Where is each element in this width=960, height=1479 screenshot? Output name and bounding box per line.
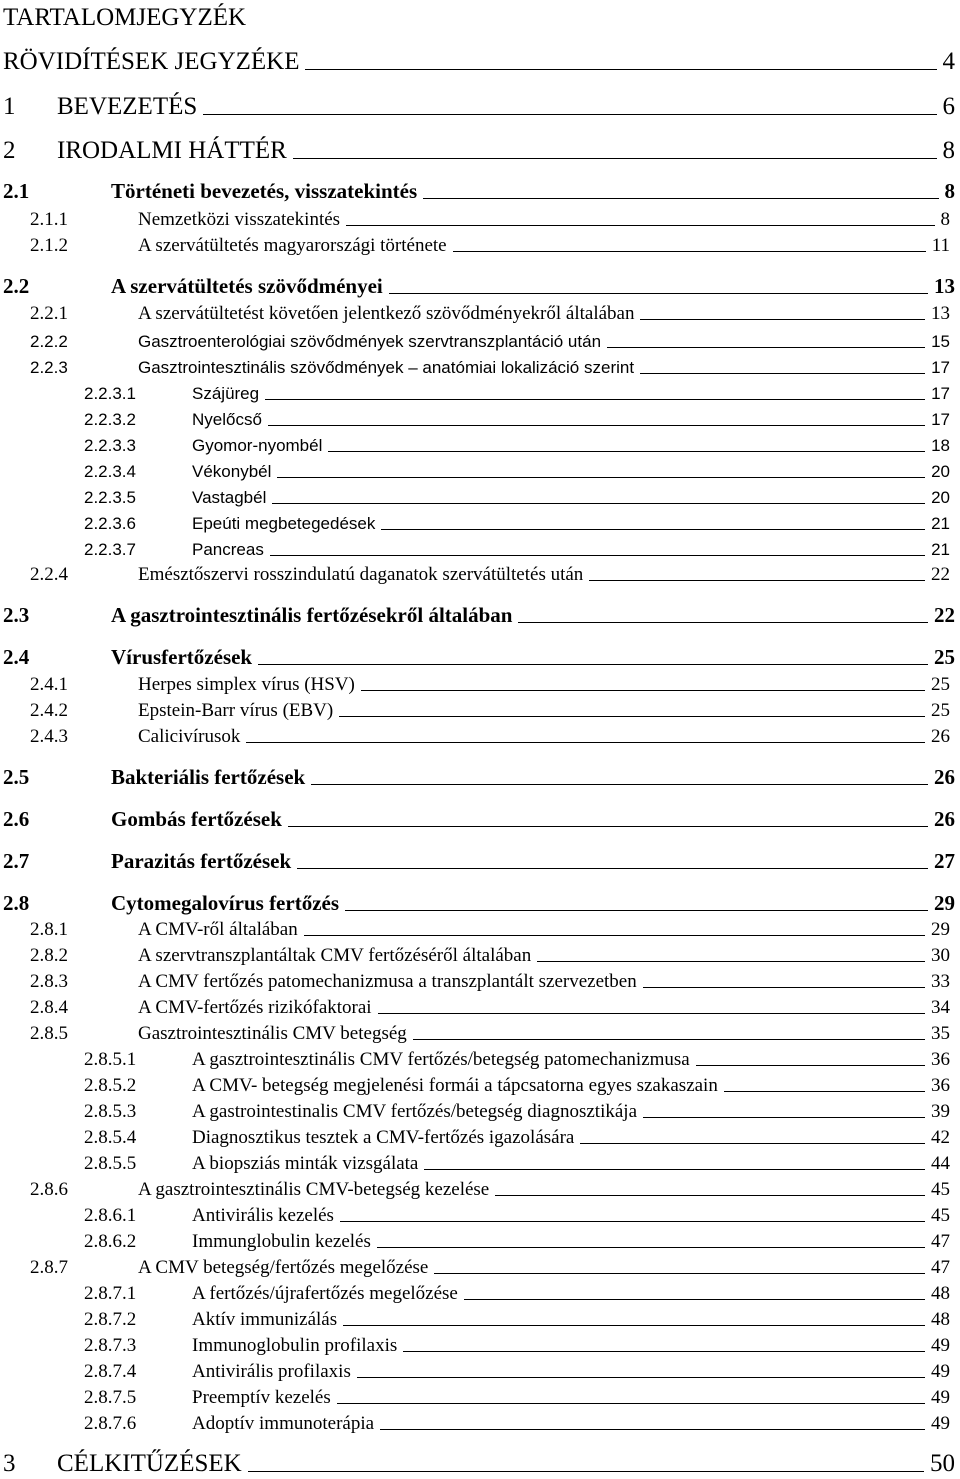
toc-entry-page-number: 26	[934, 765, 955, 789]
toc-leader-line	[643, 1117, 925, 1118]
toc-entry-page-number: 26	[931, 726, 950, 747]
toc-entry-page-number: 29	[934, 891, 955, 915]
toc-entry-number: 2.4.2	[30, 700, 68, 721]
toc-entry[interactable]	[84, 535, 950, 560]
toc-entry-number: 2.8.5	[30, 1023, 68, 1044]
toc-entry-number: 2.2.3	[30, 358, 68, 377]
toc-entry[interactable]	[30, 697, 950, 722]
toc-entry-page-number: 45	[931, 1205, 950, 1226]
toc-entry-title: Aktív immunizálás	[192, 1309, 338, 1330]
toc-entry-number: 2.2.3.4	[84, 462, 136, 481]
toc-entry-page-number: 49	[931, 1387, 950, 1408]
toc-entry-title: Emésztőszervi rosszindulatú daganatok szervátültetés után	[138, 564, 584, 585]
toc-entry-page-number: 47	[931, 1231, 950, 1252]
toc-entry-number: 2.8.7.1	[84, 1283, 137, 1304]
toc-entry-title: Bakteriális fertőzések	[111, 765, 306, 789]
toc-entry-page-number: 26	[934, 807, 955, 831]
toc-entry-page-number: 25	[934, 645, 955, 669]
toc-entry-title: Gasztroenterológiai szövődmények szervtranszplantáció után	[138, 332, 602, 351]
toc-entry[interactable]	[84, 1098, 950, 1123]
toc-entry[interactable]	[3, 1446, 955, 1478]
toc-entry[interactable]	[84, 1332, 950, 1357]
toc-entry-number: 2.2	[3, 274, 30, 298]
toc-entry-page-number: 22	[934, 603, 955, 627]
toc-entry[interactable]	[30, 232, 950, 257]
toc-entry[interactable]	[84, 431, 950, 456]
toc-entry-title: A gastrointestinalis CMV fertőzés/betegség diagnosztikája	[192, 1101, 637, 1122]
toc-entry[interactable]	[30, 942, 950, 967]
toc-leader-line	[640, 373, 925, 374]
toc-leader-line	[453, 251, 926, 252]
toc-leader-line	[389, 293, 928, 294]
toc-leader-line	[270, 555, 925, 556]
toc-entry-number: 2.8.7.5	[84, 1387, 137, 1408]
toc-leader-line	[434, 1273, 925, 1274]
toc-entry-page-number: 21	[931, 514, 950, 533]
toc-entry[interactable]	[30, 1020, 950, 1045]
toc-entry-number: 2.4	[3, 645, 30, 669]
toc-leader-line	[293, 158, 937, 159]
toc-entry-title: Nemzetközi visszatekintés	[138, 209, 341, 230]
toc-entry-page-number: 20	[931, 488, 950, 507]
toc-leader-line	[340, 1221, 925, 1222]
toc-entry-title: A CMV-fertőzés rizikófaktorai	[138, 997, 372, 1018]
toc-leader-line	[203, 114, 936, 115]
toc-leader-line	[696, 1065, 925, 1066]
toc-entry[interactable]	[3, 89, 955, 121]
toc-entry-title: Epeúti megbetegedések	[192, 514, 376, 533]
toc-leader-line	[423, 198, 938, 199]
toc-entry-title: Immunglobulin kezelés	[192, 1231, 371, 1252]
toc-entry[interactable]	[30, 206, 950, 231]
toc-entry-number: 2.7	[3, 849, 30, 873]
toc-entry-number: 2.8	[3, 891, 30, 915]
toc-leader-line	[377, 1247, 925, 1248]
toc-entry-page-number: 36	[931, 1075, 950, 1096]
toc-entry-title: A szervátültetés szövődményei	[111, 274, 383, 298]
toc-entry-page-number: 34	[931, 997, 950, 1018]
toc-entry[interactable]	[84, 379, 950, 404]
toc-entry-number: 2.4.3	[30, 726, 68, 747]
toc-leader-line	[413, 1039, 925, 1040]
toc-entry-number: 2.2.4	[30, 564, 68, 585]
toc-leader-line	[580, 1143, 925, 1144]
toc-entry[interactable]	[30, 327, 950, 352]
toc-leader-line	[311, 784, 928, 785]
toc-entry-page-number: 22	[931, 564, 950, 585]
toc-entry-page-number: 17	[931, 384, 950, 403]
toc-leader-line	[246, 742, 925, 743]
toc-entry-page-number: 45	[931, 1179, 950, 1200]
toc-entry-number: 2.1.1	[30, 209, 68, 230]
toc-entry-page-number: 36	[931, 1049, 950, 1070]
toc-entry-number: 2.1.2	[30, 235, 68, 256]
toc-entry-title: A szervtranszplantáltak CMV fertőzéséről általában	[138, 945, 532, 966]
toc-entry-title: CÉLKITŰZÉSEK	[57, 1450, 242, 1477]
toc-leader-line	[337, 1403, 925, 1404]
toc-entry-page-number: 8	[942, 137, 955, 164]
toc-entry-number: 2.8.5.4	[84, 1127, 137, 1148]
toc-entry-number: 2.8.5.3	[84, 1101, 137, 1122]
toc-leader-line	[248, 1471, 924, 1472]
toc-entry[interactable]	[84, 1202, 950, 1227]
toc-entry-number: 2.8.4	[30, 997, 68, 1018]
toc-entry[interactable]	[84, 1228, 950, 1253]
toc-entry-number: 2.8.3	[30, 971, 68, 992]
toc-entry-number: 2.2.3.3	[84, 436, 136, 455]
toc-entry-title: Adoptív immunoterápia	[192, 1413, 375, 1434]
toc-entry-title: IRODALMI HÁTTÉR	[57, 137, 287, 164]
toc-entry-page-number: 18	[931, 436, 950, 455]
toc-entry-title: Preemptív kezelés	[192, 1387, 331, 1408]
toc-entry-title: A CMV betegség/fertőzés megelőzése	[138, 1257, 429, 1278]
toc-entry-page-number: 20	[931, 462, 950, 481]
toc-entry-number: 2.8.6.2	[84, 1231, 137, 1252]
toc-entry[interactable]	[84, 1124, 950, 1149]
toc-entry-page-number: 13	[931, 303, 950, 324]
page-title: TARTALOMJEGYZÉK	[3, 4, 247, 31]
toc-entry-number: 2.2.2	[30, 332, 68, 351]
toc-entry-title: Gyomor-nyombél	[192, 436, 323, 455]
toc-leader-line	[403, 1351, 925, 1352]
toc-entry-title: Vékonybél	[192, 462, 272, 481]
toc-entry-page-number: 49	[931, 1335, 950, 1356]
toc-entry-number: 2.8.5.1	[84, 1049, 137, 1070]
toc-entry-page-number: 33	[931, 971, 950, 992]
toc-leader-line	[343, 1325, 925, 1326]
toc-entry[interactable]	[84, 509, 950, 534]
toc-entry[interactable]	[30, 994, 950, 1019]
toc-entry-title: A CMV fertőzés patomechanizmusa a transzplantált szervezetben	[138, 971, 637, 992]
toc-leader-line	[640, 319, 925, 320]
toc-entry[interactable]	[84, 457, 950, 482]
toc-leader-line	[381, 529, 925, 530]
toc-leader-line	[288, 826, 928, 827]
toc-leader-line	[277, 477, 925, 478]
toc-leader-line	[607, 347, 925, 348]
toc-entry[interactable]	[3, 177, 955, 204]
toc-entry-title: A gasztrointesztinális fertőzésekről általában	[111, 603, 513, 627]
toc-leader-line	[380, 1429, 925, 1430]
toc-entry-number: 2.8.7	[30, 1257, 68, 1278]
toc-entry[interactable]	[84, 1384, 950, 1409]
toc-entry-page-number: 48	[931, 1283, 950, 1304]
toc-entry-title: Gasztrointesztinális szövődmények – anatómiai lokalizáció szerint	[138, 358, 635, 377]
toc-entry-title: A CMV-ről általában	[138, 919, 298, 940]
toc-entry[interactable]	[84, 1072, 950, 1097]
toc-entry[interactable]	[30, 1254, 950, 1279]
toc-entry-title: A fertőzés/újrafertőzés megelőzése	[192, 1283, 458, 1304]
toc-entry-number: 2.3	[3, 603, 30, 627]
toc-entry[interactable]	[84, 483, 950, 508]
toc-entry-number: 2.2.3.6	[84, 514, 136, 533]
toc-entry-number: 2.8.5.5	[84, 1153, 137, 1174]
toc-leader-line	[346, 225, 934, 226]
toc-entry-number: 2.8.7.2	[84, 1309, 137, 1330]
toc-entry[interactable]	[30, 300, 950, 325]
toc-entry-title: A szervátültetést követően jelentkező szövődményekről általában	[138, 303, 635, 324]
toc-entry-page-number: 29	[931, 919, 950, 940]
toc-entry-page-number: 4	[942, 48, 955, 75]
toc-leader-line	[589, 580, 925, 581]
toc-entry-title: A biopsziás minták vizsgálata	[192, 1153, 419, 1174]
toc-entry[interactable]	[30, 1176, 950, 1201]
toc-entry-number: 2.8.7.4	[84, 1361, 137, 1382]
toc-entry-title: Vírusfertőzések	[111, 645, 253, 669]
toc-leader-line	[643, 987, 925, 988]
toc-entry-number: 2.8.7.3	[84, 1335, 137, 1356]
toc-entry[interactable]	[3, 763, 955, 790]
toc-entry[interactable]	[30, 968, 950, 993]
toc-entry-page-number: 35	[931, 1023, 950, 1044]
toc-entry-page-number: 49	[931, 1361, 950, 1382]
toc-entry-title: A gasztrointesztinális CMV fertőzés/betegség patomechanizmusa	[192, 1049, 690, 1070]
toc-entry-title: Immunoglobulin profilaxis	[192, 1335, 398, 1356]
toc-entry-page-number: 8	[944, 179, 955, 203]
toc-entry-page-number: 21	[931, 540, 950, 559]
toc-entry-page-number: 6	[942, 93, 955, 120]
toc-leader-line	[297, 868, 928, 869]
toc-entry[interactable]	[3, 272, 955, 299]
toc-entry-number: 2.8.5.2	[84, 1075, 137, 1096]
toc-entry-title: Gombás fertőzések	[111, 807, 282, 831]
toc-entry-title: Herpes simplex vírus (HSV)	[138, 674, 355, 695]
toc-entry-title: A CMV- betegség megjelenési formái a tápcsatorna egyes szakaszain	[192, 1075, 718, 1096]
toc-leader-line	[361, 690, 925, 691]
toc-entry-page-number: 49	[931, 1413, 950, 1434]
toc-entry-number: 2.2.3.1	[84, 384, 136, 403]
toc-entry-title: Vastagbél	[192, 488, 267, 507]
toc-entry[interactable]	[3, 847, 955, 874]
toc-entry[interactable]	[84, 1306, 950, 1331]
toc-leader-line	[424, 1169, 925, 1170]
toc-entry-number: 2.8.1	[30, 919, 68, 940]
toc-leader-line	[258, 664, 928, 665]
toc-entry[interactable]	[3, 133, 955, 165]
toc-entry-number: 2.8.2	[30, 945, 68, 966]
toc-entry[interactable]	[84, 1358, 950, 1383]
toc-entry-title: Antivirális kezelés	[192, 1205, 334, 1226]
toc-entry-page-number: 25	[931, 700, 950, 721]
toc-leader-line	[464, 1299, 925, 1300]
toc-leader-line	[495, 1195, 925, 1196]
toc-entry[interactable]	[30, 723, 950, 748]
toc-entry-number: 3	[3, 1450, 16, 1477]
toc-leader-line	[378, 1013, 925, 1014]
toc-entry[interactable]	[3, 601, 955, 628]
toc-entry[interactable]	[30, 353, 950, 378]
toc-entry-title: RÖVIDÍTÉSEK JEGYZÉKE	[3, 48, 300, 75]
toc-entry-number: 2.2.3.5	[84, 488, 136, 507]
toc-entry[interactable]	[3, 805, 955, 832]
toc-entry-page-number: 44	[931, 1153, 950, 1174]
toc-entry-title: BEVEZETÉS	[57, 93, 198, 120]
toc-entry[interactable]	[84, 1280, 950, 1305]
toc-entry-page-number: 17	[931, 410, 950, 429]
toc-entry-title: Calicivírusok	[138, 726, 241, 747]
toc-entry-title: A szervátültetés magyarországi története	[138, 235, 447, 256]
toc-entry[interactable]	[84, 1046, 950, 1071]
toc-entry-number: 2.2.1	[30, 303, 68, 324]
toc-entry-title: Szájüreg	[192, 384, 260, 403]
toc-leader-line	[328, 451, 925, 452]
toc-leader-line	[357, 1377, 925, 1378]
toc-leader-line	[518, 622, 928, 623]
toc-entry-number: 2.4.1	[30, 674, 68, 695]
toc-entry-title: Diagnosztikus tesztek a CMV-fertőzés igazolására	[192, 1127, 575, 1148]
toc-leader-line	[537, 961, 925, 962]
toc-leader-line	[305, 69, 936, 70]
toc-entry-number: 2.6	[3, 807, 30, 831]
toc-entry[interactable]	[84, 1150, 950, 1175]
toc-entry[interactable]	[84, 1410, 950, 1435]
toc-entry-page-number: 11	[931, 235, 950, 256]
toc-entry-title: Gasztrointesztinális CMV betegség	[138, 1023, 407, 1044]
toc-leader-line	[265, 399, 925, 400]
toc-entry-page-number: 27	[934, 849, 955, 873]
toc-entry-page-number: 42	[931, 1127, 950, 1148]
toc-leader-line	[272, 503, 925, 504]
toc-entry-title: Parazitás fertőzések	[111, 849, 292, 873]
toc-leader-line	[304, 935, 925, 936]
toc-entry[interactable]	[3, 643, 955, 670]
toc-entry-page-number: 13	[934, 274, 955, 298]
toc-entry-page-number: 47	[931, 1257, 950, 1278]
toc-entry[interactable]	[3, 889, 955, 916]
toc-entry-number: 2.8.6	[30, 1179, 68, 1200]
toc-entry-number: 1	[3, 93, 16, 120]
toc-leader-line	[724, 1091, 925, 1092]
toc-entry[interactable]	[30, 916, 950, 941]
toc-entry-title: A gasztrointesztinális CMV-betegség kezelése	[138, 1179, 490, 1200]
toc-entry-title: Pancreas	[192, 540, 264, 559]
toc-entry-number: 2.2.3.2	[84, 410, 136, 429]
toc-leader-line	[268, 425, 925, 426]
toc-entry[interactable]	[84, 405, 950, 430]
toc-entry-title: Epstein-Barr vírus (EBV)	[138, 700, 334, 721]
toc-entry-title: Cytomegalovírus fertőzés	[111, 891, 340, 915]
toc-entry-page-number: 15	[931, 332, 950, 351]
toc-entry-number: 2	[3, 137, 16, 164]
toc-entry-title: Történeti bevezetés, visszatekintés	[111, 179, 418, 203]
toc-entry-number: 2.8.7.6	[84, 1413, 137, 1434]
toc-leader-line	[339, 716, 925, 717]
toc-entry-page-number: 39	[931, 1101, 950, 1122]
toc-entry-page-number: 48	[931, 1309, 950, 1330]
toc-entry-number: 2.1	[3, 179, 30, 203]
toc-entry-page-number: 30	[931, 945, 950, 966]
toc-entry-number: 2.2.3.7	[84, 540, 136, 559]
toc-entry-number: 2.5	[3, 765, 30, 789]
toc-entry-number: 2.8.6.1	[84, 1205, 137, 1226]
toc-entry[interactable]	[30, 671, 950, 696]
toc-entry-page-number: 50	[930, 1450, 955, 1477]
toc-entry[interactable]	[3, 44, 955, 76]
toc-leader-line	[345, 910, 928, 911]
toc-entry-page-number: 25	[931, 674, 950, 695]
toc-entry-title: Antivirális profilaxis	[192, 1361, 351, 1382]
toc-entry-title: Nyelőcső	[192, 410, 262, 429]
toc-entry-page-number: 8	[940, 209, 950, 230]
toc-entry-page-number: 17	[931, 358, 950, 377]
toc-entry[interactable]	[30, 561, 950, 586]
